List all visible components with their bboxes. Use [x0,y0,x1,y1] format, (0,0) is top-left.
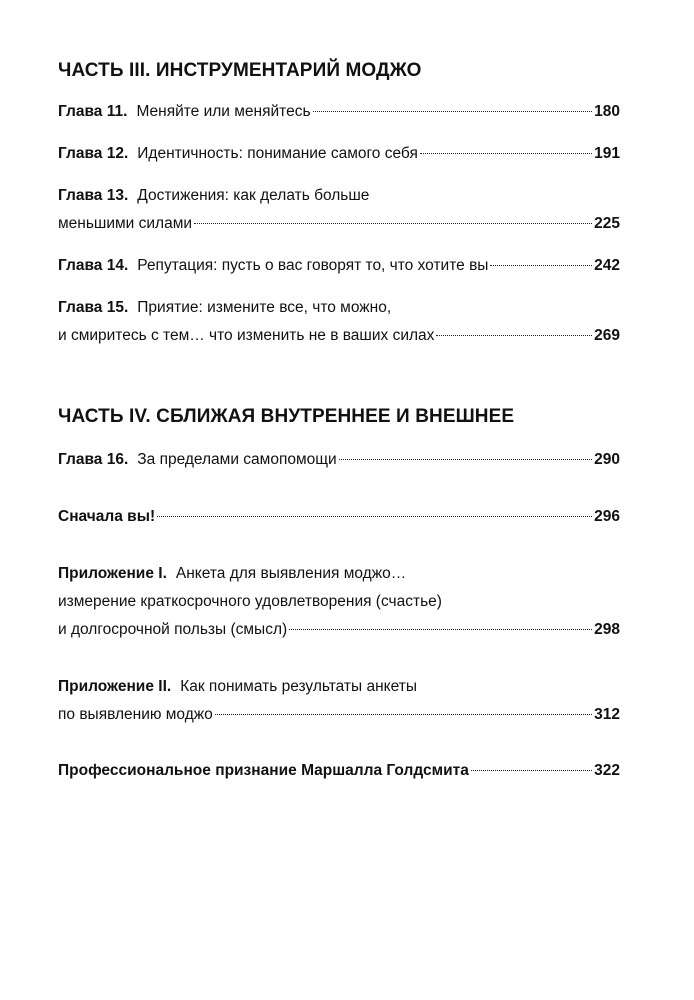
toc-entry-acknowledgements[interactable] [58,757,620,785]
toc-entry-appendix-2[interactable] [58,673,620,729]
chapter-label: Глава 14. [58,257,129,274]
page-number: 298 [594,621,620,638]
toc-entry-chapter-11[interactable] [58,98,620,126]
chapter-label: Глава 15. [58,299,129,316]
chapter-label: Глава 13. [58,187,129,204]
chapter-title: Меняйте или меняйтесь [136,103,311,120]
dot-leader [490,264,592,266]
chapter-title-line-1: Достижения: как делать больше [137,187,370,204]
appendix-title-line-2: по выявлению моджо [58,706,213,723]
page-number: 191 [594,145,620,162]
toc-entry-chapter-14[interactable] [58,252,620,280]
chapter-title: Репутация: пусть о вас говорят то, что хотите вы [137,257,489,274]
part-3-title: ЧАСТЬ III. ИНСТРУМЕНТАРИЙ МОДЖО [58,60,422,81]
appendix-title-line-3: и долгосрочной пользы (смысл) [58,621,288,638]
dot-leader [313,110,593,112]
chapter-label: Глава 16. [58,451,129,468]
chapter-title-line-2: меньшими силами [58,215,193,232]
dot-leader [436,334,592,336]
toc-entry-chapter-13[interactable] [58,182,620,238]
entry-title: Сначала вы! [58,508,156,525]
chapter-title-line-2: и смиритесь с тем… что изменить не в ваших силах [58,327,435,344]
toc-entry-chapter-12[interactable] [58,140,620,168]
appendix-title-line-1: Как понимать результаты анкеты [180,678,417,695]
appendix-title-line-1: Анкета для выявления моджо… [175,565,407,582]
dot-leader [289,628,592,630]
chapter-title: За пределами самопомощи [137,451,337,468]
dot-leader [194,222,592,224]
toc-entry-chapter-15[interactable] [58,294,620,350]
appendix-label: Приложение I. [58,565,167,582]
dot-leader [215,713,592,715]
page-number: 290 [594,451,620,468]
page-number: 322 [594,762,620,779]
page-number: 312 [594,706,620,723]
dot-leader [471,769,592,771]
toc-entry-appendix-1[interactable] [58,560,620,644]
chapter-title-line-1: Приятие: измените все, что можно, [137,299,392,316]
dot-leader [157,515,592,517]
dot-leader [420,152,592,154]
toc-entry-chapter-16[interactable] [58,446,620,474]
appendix-title-line-2: измерение краткосрочного удовлетворения (счастье) [58,593,442,610]
appendix-label: Приложение II. [58,678,172,695]
part-4-title: ЧАСТЬ IV. СБЛИЖАЯ ВНУТРЕННЕЕ И ВНЕШНЕЕ [58,406,515,427]
page-number: 269 [594,327,620,344]
page-number: 180 [594,103,620,120]
entry-title: Профессиональное признание Маршалла Голдсмита [58,762,469,779]
toc-entry-first-you[interactable] [58,503,620,531]
chapter-label: Глава 12. [58,145,129,162]
chapter-label: Глава 11. [58,103,128,120]
page-number: 296 [594,508,620,525]
page-number: 242 [594,257,620,274]
page-number: 225 [594,215,620,232]
chapter-title: Идентичность: понимание самого себя [137,145,418,162]
dot-leader [339,458,592,460]
